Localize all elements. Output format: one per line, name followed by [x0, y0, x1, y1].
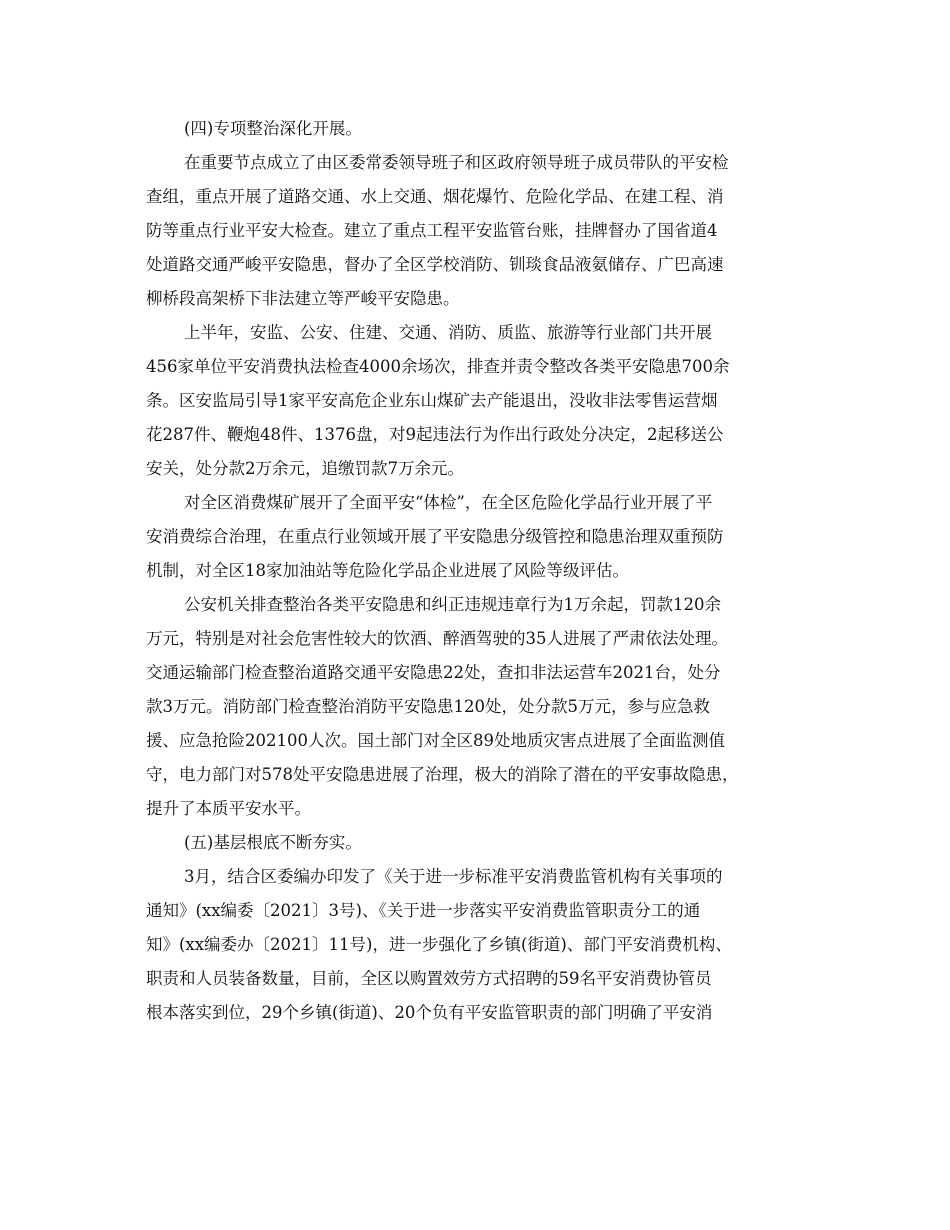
- text-line: 款3万元。消防部门检查整治消防平安隐患120处，处分款5万元，参与应急救: [146, 697, 710, 716]
- text-line: 456家单位平安消费执法检查4000余场次，排查并责令整改各类平安隐患700余: [146, 357, 730, 376]
- text-line: 3月，结合区委编办印发了《关于进一步标准平安消费监管机构有关事项的: [184, 867, 723, 886]
- text-line: 根本落实到位，29个乡镇(街道)、20个负有平安监管职责的部门明确了平安消: [146, 1003, 713, 1022]
- text-line: 防等重点行业平安大检查。建立了重点工程平安监管台账，挂牌督办了国省道4: [146, 221, 718, 240]
- text-line: 上半年，安监、公安、住建、交通、消防、质监、旅游等行业部门共开展: [184, 323, 712, 342]
- document-page: [146, 112, 808, 1030]
- paragraph-inspection-groups: [146, 146, 808, 316]
- text-line: 安关，处分款2万余元，追缴罚款7万余元。: [146, 459, 464, 478]
- paragraph-grassroots-foundation: [146, 860, 808, 1030]
- paragraph-coal-mine-checkup: [146, 486, 808, 588]
- text-line: (四)专项整治深化开展。: [184, 119, 362, 138]
- text-line: 守，电力部门对578处平安隐患进展了治理，极大的消除了潜在的平安事故隐患，: [146, 765, 739, 784]
- text-line: 处道路交通严峻平安隐患，督办了全区学校消防、钏琰食品液氨储存、广巴高速: [146, 255, 724, 274]
- text-line: 知》(xx编委办〔2021〕11号)，进一步强化了乡镇(街道)、部门平安消费机构、: [146, 935, 732, 954]
- text-line: 在重要节点成立了由区委常委领导班子和区政府领导班子成员带队的平安检: [184, 153, 729, 172]
- text-line: 机制，对全区18家加油站等危险化学品企业进展了风险等级评估。: [146, 561, 629, 580]
- text-line: 通知》(xx编委〔2021〕3号)、《关于进一步落实平安消费监管职责分工的通: [146, 901, 701, 920]
- paragraph-department-actions: [146, 588, 808, 826]
- text-line: 职责和人员装备数量，目前，全区以购置效劳方式招聘的59名平安消费协管员: [146, 969, 712, 988]
- text-line: 查组，重点开展了道路交通、水上交通、烟花爆竹、危险化学品、在建工程、消: [146, 187, 724, 206]
- text-line: 公安机关排查整治各类平安隐患和纠正违规违章行为1万余起，罚款120余: [184, 595, 721, 614]
- text-line: 安消费综合治理，在重点行业领域开展了平安隐患分级管控和隐患治理双重预防: [146, 527, 724, 546]
- text-line: 柳桥段高架桥下非法建立等严峻平安隐患。: [146, 289, 460, 308]
- paragraph-enforcement-checks: [146, 316, 808, 486]
- section-heading-4: [146, 112, 808, 146]
- text-line: 花287件、鞭炮48件、1376盘，对9起违法行为作出行政处分决定，2起移送公: [146, 425, 724, 444]
- text-line: 条。区安监局引导1家平安高危企业东山煤矿去产能退出，没收非法零售运营烟: [146, 391, 718, 410]
- text-line: (五)基层根底不断夯实。: [184, 833, 362, 852]
- section-heading-5: [146, 826, 808, 860]
- text-line: 提升了本质平安水平。: [146, 799, 311, 818]
- text-line: 交通运输部门检查整治道路交通平安隐患22处，查扣非法运营车2021台，处分: [146, 663, 721, 682]
- text-line: 万元，特别是对社会危害性较大的饮酒、醉酒驾驶的35人进展了严肃依法处理。: [146, 629, 728, 648]
- text-line: 对全区消费煤矿展开了全面平安“体检”，在全区危险化学品行业开展了平: [184, 493, 713, 512]
- text-line: 援、应急抢险202100人次。国土部门对全区89处地质灾害点进展了全面监测值: [146, 731, 725, 750]
